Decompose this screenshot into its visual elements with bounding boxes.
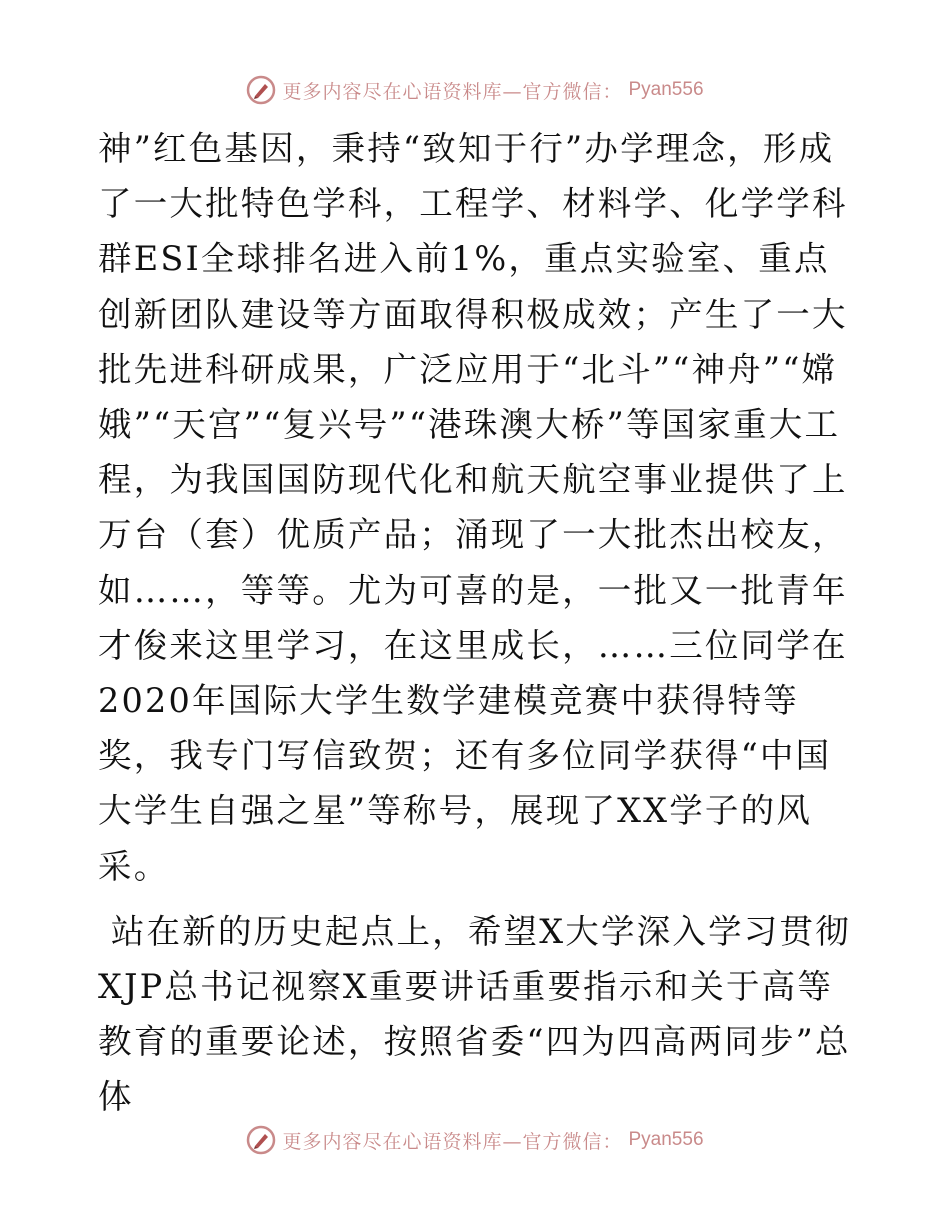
body-paragraph: 站在新的历史起点上，希望X大学深入学习贯彻XJP总书记视察X重要讲话重要指示和关于高等教育的重要论述，按照省委“四为四高两同步”总体: [98, 911, 851, 1117]
pen-quill-icon: [246, 75, 276, 105]
body-paragraph: 神”红色基因，秉持“致知于行”办学理念，形成了一大批特色学科，工程学、材料学、化学学科群ESI全球排名进入前1%，重点实验室、重点创新团队建设等方面取得积极成效；产生了一大批先进科研成果，广泛应用于“北斗”“神舟”“嫦娥”“天宫”“复兴号”“港珠澳大桥”等国家重大工程，为我国国防现代化和航天航空事业提供了上万台（套）优质产品；涌现了一大批杰出校友，如……，等等。尤为可喜的是，一批又一批青年才俊来这里学习，在这里成长，……三位同学在2020年国际大学生数学建模竞赛中获得特等奖，我专门写信致贺；还有多位同学获得“中国大学生自强之星”等称号，展现了XX学子的风采。: [98, 129, 848, 886]
document-body: [98, 121, 858, 1125]
header-watermark: [0, 72, 950, 108]
watermark-text: 更多内容尽在心语资料库—官方微信：: [282, 1130, 623, 1153]
pen-quill-icon: [246, 1125, 276, 1155]
watermark-handle: Pyan556: [628, 79, 704, 100]
footer-watermark: [0, 1122, 950, 1158]
watermark-handle: Pyan556: [628, 1129, 704, 1150]
watermark-text: 更多内容尽在心语资料库—官方微信：: [282, 80, 623, 103]
